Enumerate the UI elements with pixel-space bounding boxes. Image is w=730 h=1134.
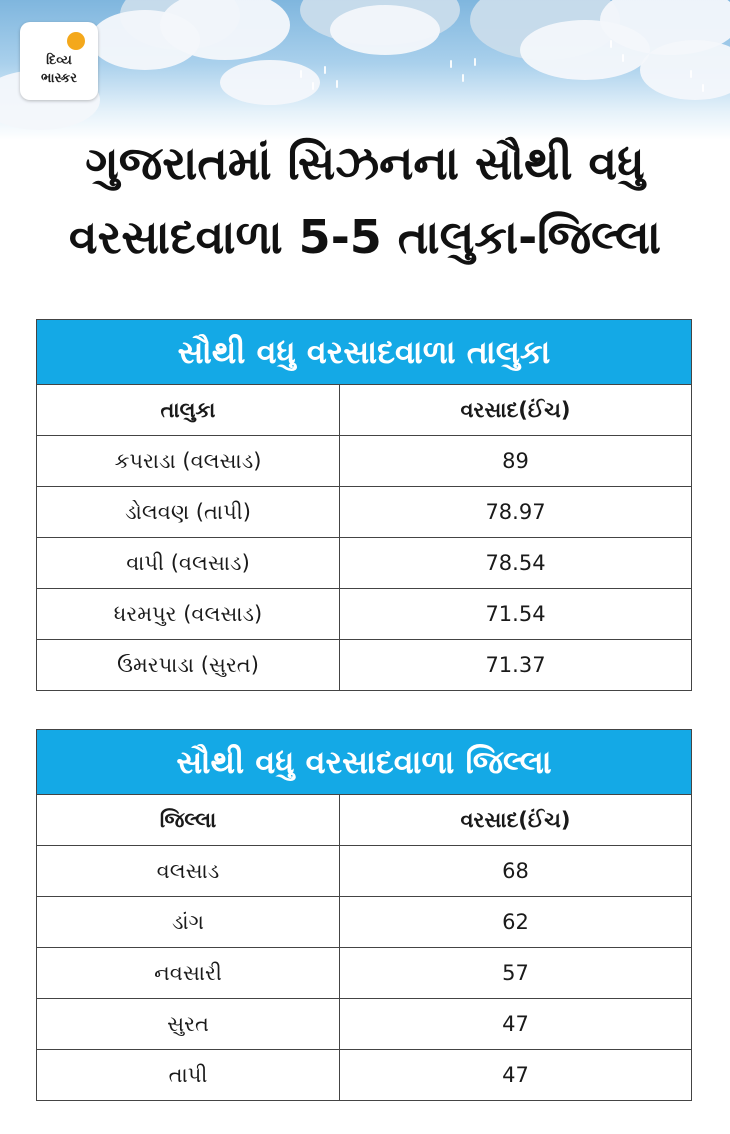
taluka-rainfall-table bbox=[36, 319, 692, 691]
taluka-name: ઉમરપાડા (સુરત) bbox=[37, 640, 340, 690]
table-row bbox=[37, 640, 691, 691]
logo-line-1: દિવ્ય bbox=[46, 53, 72, 68]
rainfall-value: 71.37 bbox=[485, 653, 546, 677]
district-name: સુરત bbox=[37, 999, 340, 1049]
taluka-name: વાપી (વલસાડ) bbox=[37, 538, 340, 588]
table-row bbox=[37, 436, 691, 487]
table-row bbox=[37, 589, 691, 640]
rainfall-value: 89 bbox=[502, 449, 529, 473]
title-line-2: વરસાદવાળા 5-5 તાલુકા-જિલ્લા bbox=[68, 210, 662, 264]
rainfall-value: 62 bbox=[502, 910, 529, 934]
district-name: ડાંગ bbox=[37, 897, 340, 947]
column-header-rainfall: વરસાદ(ઈંચ) bbox=[460, 397, 571, 422]
column-header-district: જિલ્લા bbox=[37, 795, 340, 845]
district-name: તાપી bbox=[37, 1050, 340, 1100]
sun-icon bbox=[67, 32, 85, 50]
page-title bbox=[0, 126, 730, 274]
rainfall-value: 78.54 bbox=[485, 551, 546, 575]
table-heading: સૌથી વધુ વરસાદવાળા જિલ્લા bbox=[37, 730, 691, 795]
column-header-rainfall: વરસાદ(ઈંચ) bbox=[460, 807, 571, 832]
rain-cloud-banner bbox=[0, 0, 730, 140]
column-header-taluka: તાલુકા bbox=[37, 385, 340, 435]
table-row bbox=[37, 1050, 691, 1101]
logo-line-2: ભાસ્કર bbox=[41, 71, 77, 86]
table-row bbox=[37, 846, 691, 897]
column-header-row bbox=[37, 385, 691, 436]
table-heading: સૌથી વધુ વરસાદવાળા તાલુકા bbox=[37, 320, 691, 385]
district-name: નવસારી bbox=[37, 948, 340, 998]
rainfall-value: 78.97 bbox=[485, 500, 546, 524]
district-name: વલસાડ bbox=[37, 846, 340, 896]
rainfall-value: 47 bbox=[502, 1012, 529, 1036]
taluka-name: ધરમપુર (વલસાડ) bbox=[37, 589, 340, 639]
rainfall-value: 71.54 bbox=[485, 602, 546, 626]
table-row bbox=[37, 487, 691, 538]
table-row bbox=[37, 948, 691, 999]
taluka-name: ડોલવણ (તાપી) bbox=[37, 487, 340, 537]
rainfall-value: 68 bbox=[502, 859, 529, 883]
title-line-1: ગુજરાતમાં સિઝનના સૌથી વધુ bbox=[85, 136, 645, 190]
district-rainfall-table bbox=[36, 729, 692, 1101]
column-header-row bbox=[37, 795, 691, 846]
table-row bbox=[37, 999, 691, 1050]
rainfall-value: 57 bbox=[502, 961, 529, 985]
taluka-name: કપરાડા (વલસાડ) bbox=[37, 436, 340, 486]
rainfall-value: 47 bbox=[502, 1063, 529, 1087]
table-row bbox=[37, 538, 691, 589]
divya-bhaskar-logo bbox=[20, 22, 98, 100]
table-row bbox=[37, 897, 691, 948]
